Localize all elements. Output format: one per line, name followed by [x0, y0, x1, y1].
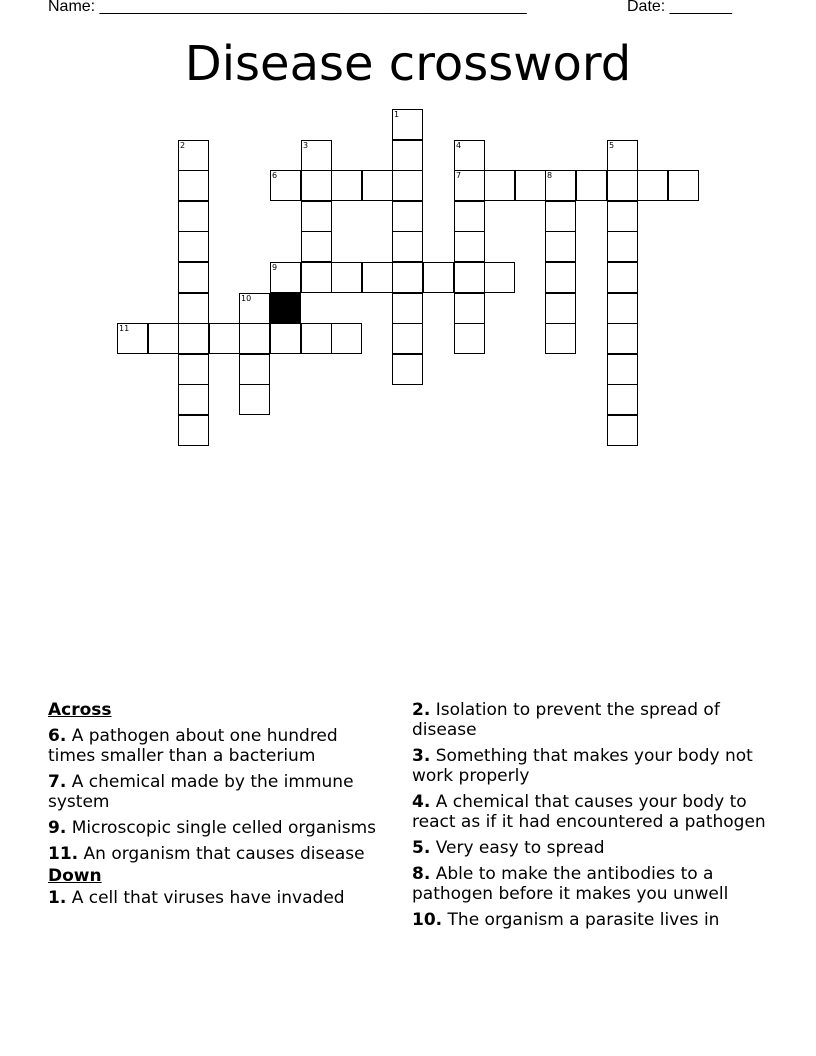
crossword-cell[interactable] [301, 201, 332, 232]
crossword-cell[interactable] [178, 170, 209, 201]
crossword-cell[interactable] [392, 170, 423, 201]
crossword-cell[interactable] [362, 262, 393, 293]
crossword-cell[interactable] [178, 262, 209, 293]
crossword-cell[interactable] [392, 231, 423, 262]
clue-number: 9. [48, 818, 67, 838]
crossword-cell[interactable] [454, 231, 485, 262]
clue-text: A cell that viruses have invaded [71, 888, 345, 908]
crossword-cell[interactable] [270, 262, 301, 293]
crossword-cell[interactable] [454, 262, 485, 293]
page-title: Disease crossword [184, 36, 632, 92]
crossword-cell[interactable] [484, 262, 515, 293]
clue-text: Able to make the antibodies to a pathogen before it makes you unwell [412, 864, 729, 904]
clue-down-3 [412, 746, 772, 786]
clue-number: 7. [48, 772, 67, 792]
crossword-cell[interactable] [545, 201, 576, 232]
crossword-cell[interactable] [607, 415, 638, 446]
crossword-cell[interactable] [607, 140, 638, 171]
crossword-cell[interactable] [607, 384, 638, 415]
crossword-cell[interactable] [301, 262, 332, 293]
clue-number: 1. [48, 888, 67, 908]
clue-down-2 [412, 700, 772, 740]
clue-text: An organism that causes disease [83, 844, 365, 864]
crossword-cell[interactable] [668, 170, 699, 201]
crossword-cell[interactable] [607, 293, 638, 324]
clue-across-7 [48, 772, 388, 812]
crossword-cell[interactable] [607, 354, 638, 385]
crossword-cell[interactable] [239, 384, 270, 415]
clue-text: A pathogen about one hundred times smaller than a bacterium [48, 726, 338, 766]
crossword-cell[interactable] [178, 293, 209, 324]
crossword-cell[interactable] [392, 201, 423, 232]
crossword-cell[interactable] [607, 201, 638, 232]
crossword-cell[interactable] [331, 262, 362, 293]
name-field-label: Name: ________________________________________________ [48, 0, 527, 15]
crossword-cell[interactable] [178, 140, 209, 171]
crossword-cell[interactable] [392, 293, 423, 324]
crossword-cell[interactable] [301, 140, 332, 171]
crossword-cell[interactable] [331, 323, 362, 354]
crossword-cell[interactable] [423, 262, 454, 293]
crossword-cell[interactable] [178, 415, 209, 446]
clue-down-5 [412, 838, 772, 858]
clue-down-1 [48, 888, 388, 908]
clue-text: Something that makes your body not work properly [412, 746, 753, 786]
crossword-cell[interactable] [515, 170, 546, 201]
clue-text: Very easy to spread [435, 838, 605, 858]
clues-column-left [48, 700, 388, 914]
clue-number-label: 5 [609, 141, 615, 150]
clue-number-label: 1 [394, 110, 400, 119]
crossword-cell[interactable] [454, 323, 485, 354]
crossword-cell[interactable] [545, 323, 576, 354]
clue-across-9 [48, 818, 388, 838]
crossword-cell[interactable] [392, 262, 423, 293]
clue-number: 5. [412, 838, 431, 858]
crossword-cell[interactable] [209, 323, 240, 354]
crossword-cell[interactable] [178, 384, 209, 415]
crossword-cell[interactable] [392, 323, 423, 354]
crossword-cell[interactable] [239, 323, 270, 354]
crossword-cell[interactable] [117, 323, 148, 354]
crossword-cell[interactable] [454, 293, 485, 324]
crossword-cell[interactable] [392, 140, 423, 171]
clue-number-label: 9 [272, 263, 278, 272]
clue-number-label: 6 [272, 171, 278, 180]
clue-across-6 [48, 726, 388, 766]
crossword-cell[interactable] [331, 170, 362, 201]
crossword-cell[interactable] [178, 231, 209, 262]
clue-number: 10. [412, 910, 443, 930]
crossword-cell[interactable] [545, 293, 576, 324]
crossword-cell[interactable] [576, 170, 607, 201]
crossword-cell[interactable] [607, 262, 638, 293]
crossword-cell[interactable] [545, 231, 576, 262]
crossword-cell[interactable] [392, 109, 423, 140]
clue-number: 4. [412, 792, 431, 812]
crossword-cell[interactable] [637, 170, 668, 201]
clue-down-4 [412, 792, 772, 832]
clue-number: 11. [48, 844, 79, 864]
clue-number-label: 2 [180, 141, 186, 150]
down-heading: Down [48, 866, 102, 886]
clues-column-right [412, 700, 772, 936]
clue-number-label: 4 [456, 141, 462, 150]
clue-number-label: 3 [303, 141, 309, 150]
clue-text: A chemical made by the immune system [48, 772, 354, 812]
crossword-cell[interactable] [301, 323, 332, 354]
clue-number-label: 8 [547, 171, 553, 180]
crossword-cell[interactable] [148, 323, 179, 354]
clue-number: 6. [48, 726, 67, 746]
clue-across-11 [48, 844, 388, 864]
crossword-cell[interactable] [484, 170, 515, 201]
crossword-cell[interactable] [301, 231, 332, 262]
crossword-cell[interactable] [239, 293, 270, 324]
crossword-cell[interactable] [392, 354, 423, 385]
clue-number: 3. [412, 746, 431, 766]
crossword-cell[interactable] [362, 170, 393, 201]
clue-number-label: 11 [119, 324, 130, 333]
blocked-cell [270, 293, 301, 324]
crossword-cell[interactable] [454, 140, 485, 171]
crossword-cell[interactable] [301, 170, 332, 201]
clue-number-label: 7 [456, 171, 462, 180]
crossword-cell[interactable] [545, 262, 576, 293]
crossword-cell[interactable] [454, 201, 485, 232]
clue-down-10 [412, 910, 772, 930]
crossword-cell[interactable] [270, 323, 301, 354]
crossword-cell[interactable] [607, 323, 638, 354]
clue-down-8 [412, 864, 772, 904]
crossword-cell[interactable] [178, 201, 209, 232]
clue-text: Microscopic single celled organisms [71, 818, 377, 838]
crossword-cell[interactable] [545, 170, 576, 201]
crossword-cell[interactable] [239, 354, 270, 385]
crossword-cell[interactable] [178, 323, 209, 354]
across-heading: Across [48, 700, 112, 720]
clue-number-label: 10 [241, 294, 252, 303]
crossword-cell[interactable] [607, 231, 638, 262]
clue-number: 8. [412, 864, 431, 884]
clue-text: The organism a parasite lives in [447, 910, 720, 930]
date-field-label: Date: _______ [627, 0, 732, 15]
clue-number: 2. [412, 700, 431, 720]
crossword-cell[interactable] [607, 170, 638, 201]
clue-text: A chemical that causes your body to react as if it had encountered a pathogen [412, 792, 766, 832]
crossword-grid [0, 0, 816, 460]
crossword-cell[interactable] [178, 354, 209, 385]
clue-text: Isolation to prevent the spread of disease [412, 700, 720, 740]
crossword-cell[interactable] [270, 170, 301, 201]
crossword-cell[interactable] [454, 170, 485, 201]
